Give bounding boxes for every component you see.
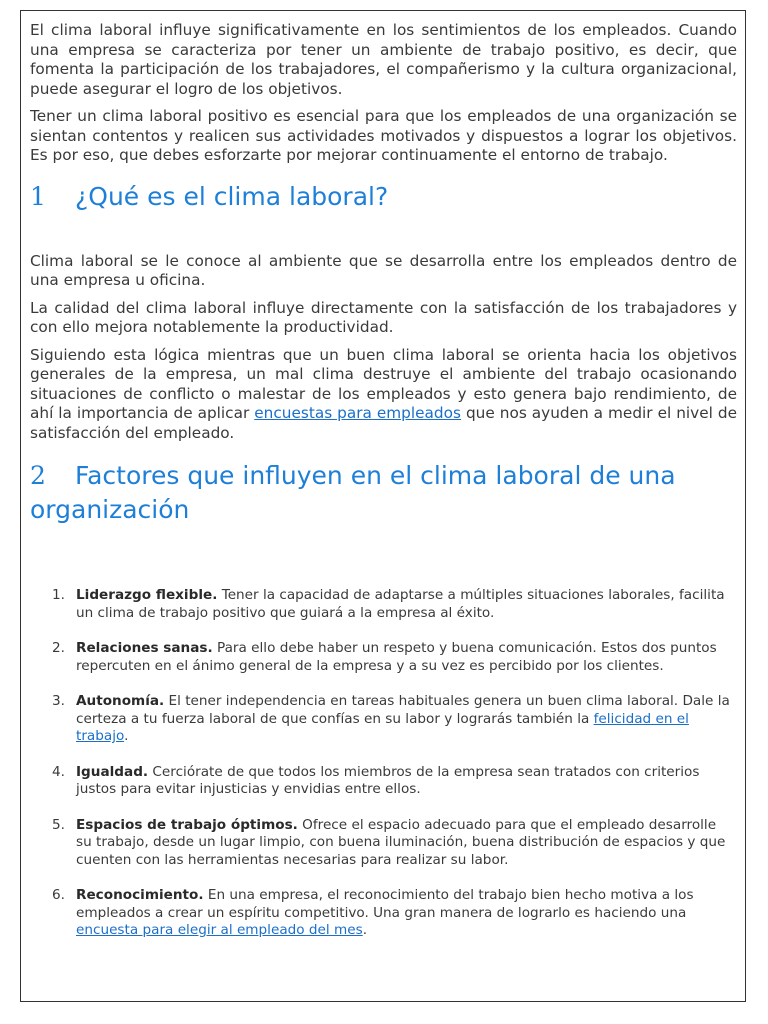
paragraph-text: que nos ayuden a medir el nivel de satisfacción del empleado. xyxy=(30,404,737,442)
list-item-title: Liderazgo flexible. xyxy=(76,587,218,603)
section-1-paragraph-3 xyxy=(30,346,737,444)
list-item xyxy=(30,817,737,870)
section-2-title: Factores que influyen en el clima laboral de una organización xyxy=(30,461,676,524)
section-1-title: ¿Qué es el clima laboral? xyxy=(75,181,389,211)
list-item-number: 4. xyxy=(52,763,65,780)
list-item-title: Reconocimiento. xyxy=(76,887,204,903)
list-item xyxy=(30,587,737,622)
list-item xyxy=(30,764,737,799)
document-page xyxy=(20,10,746,1002)
list-item xyxy=(30,640,737,675)
list-item-title: Espacios de trabajo óptimos. xyxy=(76,816,298,833)
section-2-number: 2 xyxy=(30,461,46,490)
list-item-text: . xyxy=(124,728,129,744)
section-1-number: 1 xyxy=(30,181,46,211)
list-item-text: . xyxy=(362,922,368,938)
section-1-paragraph-2: La calidad del clima laboral influye directamente con la satisfacción de los trabajadores y con ello mejora notablemente la productividad. xyxy=(30,298,737,336)
list-item-text: Para ello debe haber un respeto y buena comunicación. Estos dos puntos repercuten en el ánimo general de la empresa y a su vez es percibido por los clientes. xyxy=(76,640,717,674)
section-1-paragraph-1: Clima laboral se le conoce al ambiente que se desarrolla entre los empleados dentro de una empresa u oficina. xyxy=(30,251,737,289)
list-item-text: En una empresa, el reconocimiento del trabajo bien hecho motiva a los empleados a crear un espíritu competitivo. Una gran manera de lograrlo es haciendo una xyxy=(76,887,694,921)
list-item-number: 3. xyxy=(52,693,65,709)
section-1-heading xyxy=(30,180,737,214)
encuestas-empleados-link[interactable]: encuestas para empleados xyxy=(254,404,461,422)
list-item-text: Tener la capacidad de adaptarse a múltiples situaciones laborales, facilita un clima de trabajo positivo que guiará a la empresa al éxito. xyxy=(76,587,725,621)
list-item-text: El tener independencia en tareas habituales genera un buen clima laboral. Dale la certeza a tu fuerza laboral de que confías en su labor y lograrás también la xyxy=(76,693,730,727)
list-item-number: 5. xyxy=(52,816,65,833)
intro-paragraph-2: Tener un clima laboral positivo es esencial para que los empleados de una organización se sientan contentos y realicen sus actividades motivados y dispuestos a lograr los objetivos. Es por eso, que debes esforzarte por mejorar continuamente el entorno de trabajo. xyxy=(30,107,737,164)
list-item-number: 1. xyxy=(52,587,65,603)
list-item-title: Igualdad. xyxy=(76,763,149,780)
empleado-del-mes-link[interactable]: encuesta para elegir al empleado del mes xyxy=(76,922,363,938)
list-item xyxy=(30,887,737,940)
list-item-number: 6. xyxy=(52,887,65,903)
section-2-heading xyxy=(30,459,737,527)
list-item-number: 2. xyxy=(52,640,65,656)
list-item-text: Ofrece el espacio adecuado para que el empleado desarrolle su trabajo, desde un lugar limpio, con buena iluminación, buena distribución de espacios y que cuenten con las herramientas necesarias para realizar su labor. xyxy=(76,816,726,868)
felicidad-trabajo-link[interactable]: felicidad en el trabajo xyxy=(76,710,689,744)
list-item-title: Relaciones sanas. xyxy=(76,640,213,656)
paragraph-text: Siguiendo esta lógica mientras que un buen clima laboral se orienta hacia los objetivos generales de la empresa, un mal clima destruye el ambiente del trabajo ocasionando situaciones de conflicto o malestar de los empleados y esto genera bajo rendimiento, de ahí la importancia de aplicar xyxy=(30,345,737,422)
intro-paragraph-1: El clima laboral influye significativamente en los sentimientos de los empleados. Cuando una empresa se caracteriza por tener un ambiente de trabajo positivo, es decir, que fomenta la participación de los trabajadores, el compañerismo y la cultura organizacional, puede asegurar el logro de los objetivos. xyxy=(30,21,737,98)
list-item-title: Autonomía. xyxy=(76,693,165,709)
factors-list xyxy=(30,587,737,940)
list-item-text: Cerciórate de que todos los miembros de la empresa sean tratados con criterios justos para evitar injusticias y envidias entre ellos. xyxy=(76,763,700,797)
list-item xyxy=(30,693,737,746)
